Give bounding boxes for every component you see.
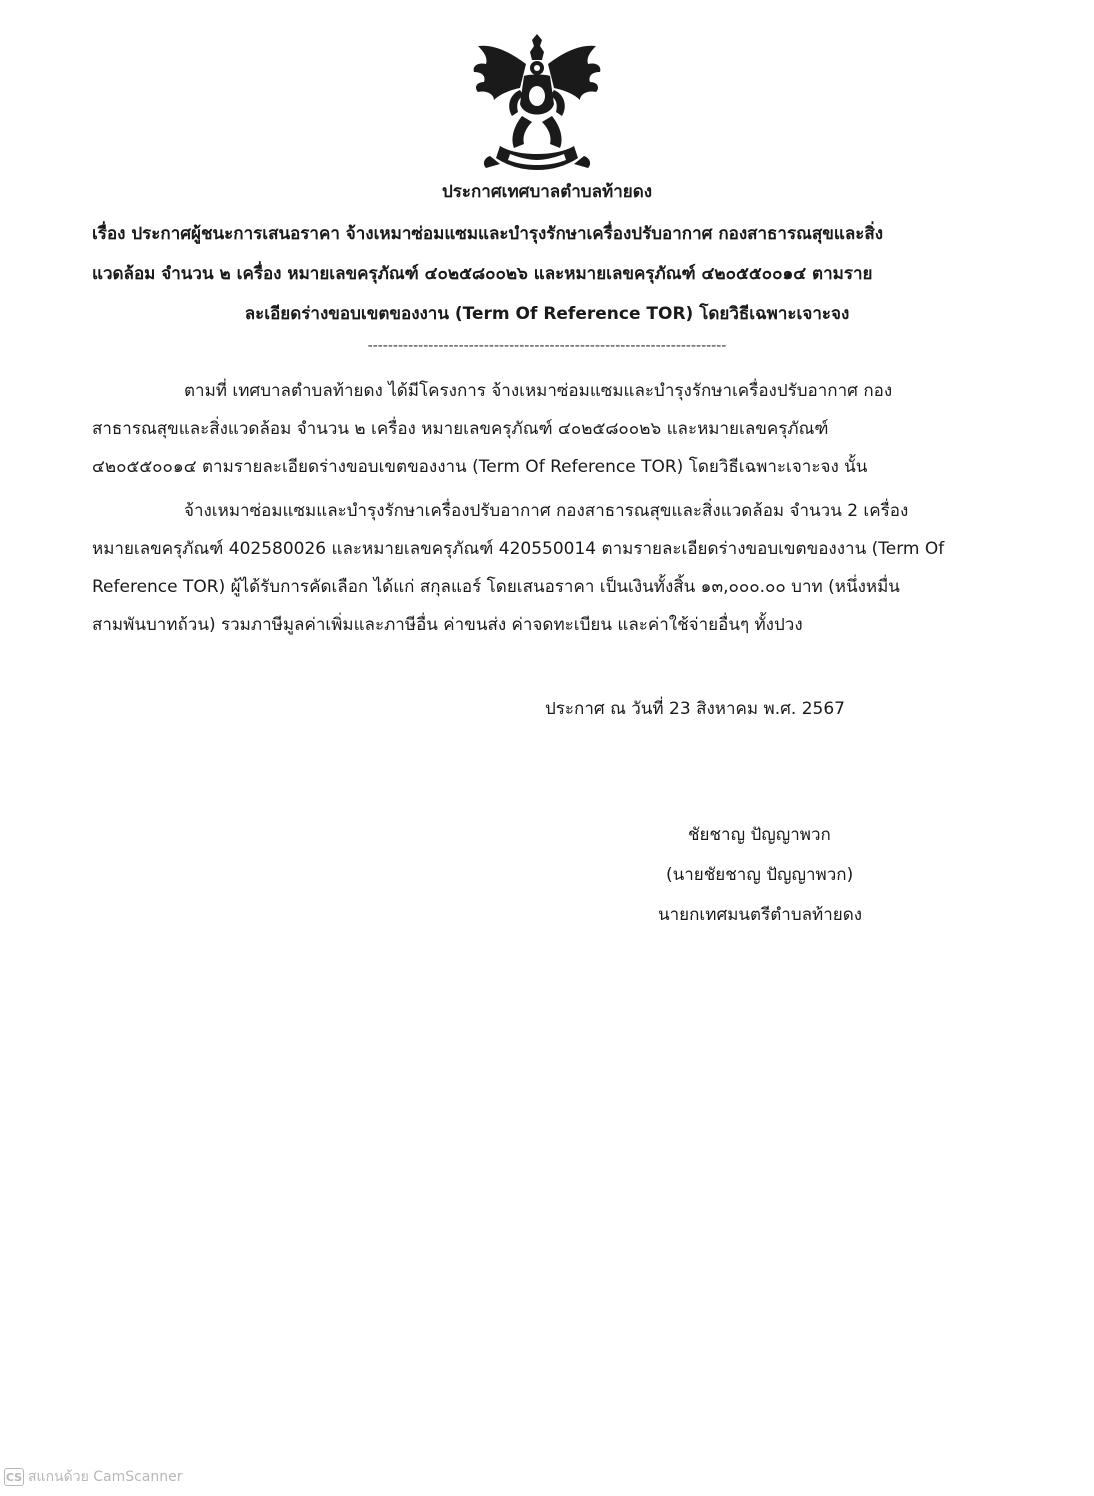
camscanner-logo-icon: CS	[4, 1468, 24, 1486]
paragraph-line: สาธารณสุขและสิ่งแวดล้อม จำนวน ๒ เครื่อง หมายเลขครุภัณฑ์ ๔๐๒๕๘๐๐๒๖ และหมายเลขครุภัณฑ์	[92, 419, 829, 439]
paragraph-intro	[92, 372, 1002, 486]
camscanner-watermark	[4, 1466, 183, 1488]
paragraph-line: ๔๒๐๕๕๐๐๑๔ ตามรายละเอียดร่างขอบเขตของงาน (Term Of Reference TOR) โดยวิธีเฉพาะเจาะจง นั้น	[92, 457, 868, 477]
garuda-emblem-icon	[470, 34, 604, 174]
subject-line: เรื่อง ประกาศผู้ชนะการเสนอราคา จ้างเหมาซ่อมแซมและบำรุงรักษาเครื่องปรับอากาศ กองสาธารณสุขและสิ่ง	[92, 224, 884, 244]
paragraph-line: จ้างเหมาซ่อมแซมและบำรุงรักษาเครื่องปรับอากาศ กองสาธารณสุขและสิ่งแวดล้อม จำนวน 2 เครื่อง	[184, 501, 909, 521]
document-title: ประกาศเทศบาลตำบลท้ายดง	[441, 182, 653, 202]
signature-block	[620, 815, 950, 935]
subject-line: ละเอียดร่างขอบเขตของงาน (Term Of Reference TOR) โดยวิธีเฉพาะเจาะจง	[244, 304, 850, 324]
paragraph-line: สามพันบาทถ้วน) รวมภาษีมูลค่าเพิ่มและภาษีอื่น ค่าขนส่ง ค่าจดทะเบียน และค่าใช้จ่ายอื่นๆ ทั้งปวง	[92, 615, 803, 635]
paragraph-line: หมายเลขครุภัณฑ์ 402580026 และหมายเลขครุภัณฑ์ 420550014 ตามรายละเอียดร่างขอบเขตของงาน (Term Of	[92, 539, 945, 559]
signer-full-name: (นายชัยชาญ ปัญญาพวก)	[666, 865, 854, 885]
separator-line: -----------------------------------------------------------------------	[367, 338, 727, 354]
paragraph-line: Reference TOR) ผู้ได้รับการคัดเลือก ได้แก่ สกุลแอร์ โดยเสนอราคา เป็นเงินทั้งสิ้น ๑๓,๐๐๐.๐๐ บาท (หนึ่งหมื่น	[92, 577, 900, 597]
subject-line: แวดล้อม จำนวน ๒ เครื่อง หมายเลขครุภัณฑ์ ๔๐๒๕๘๐๐๒๖ และหมายเลขครุภัณฑ์ ๔๒๐๕๕๐๐๑๔ ตามราย	[92, 264, 873, 284]
paragraph-line: ตามที่ เทศบาลตำบลท้ายดง ได้มีโครงการ จ้างเหมาซ่อมแซมและบำรุงรักษาเครื่องปรับอากาศ กอง	[184, 381, 893, 401]
subject-block	[92, 214, 1002, 334]
watermark-text: สแกนด้วย CamScanner	[28, 1469, 183, 1485]
signer-name: ชัยชาญ ปัญญาพวก	[688, 825, 831, 845]
announcement-date: ประกาศ ณ วันที่ 23 สิงหาคม พ.ศ. 2567	[545, 699, 845, 719]
paragraph-award	[92, 492, 1002, 644]
signer-position: นายกเทศมนตรีตำบลท้ายดง	[658, 905, 863, 925]
